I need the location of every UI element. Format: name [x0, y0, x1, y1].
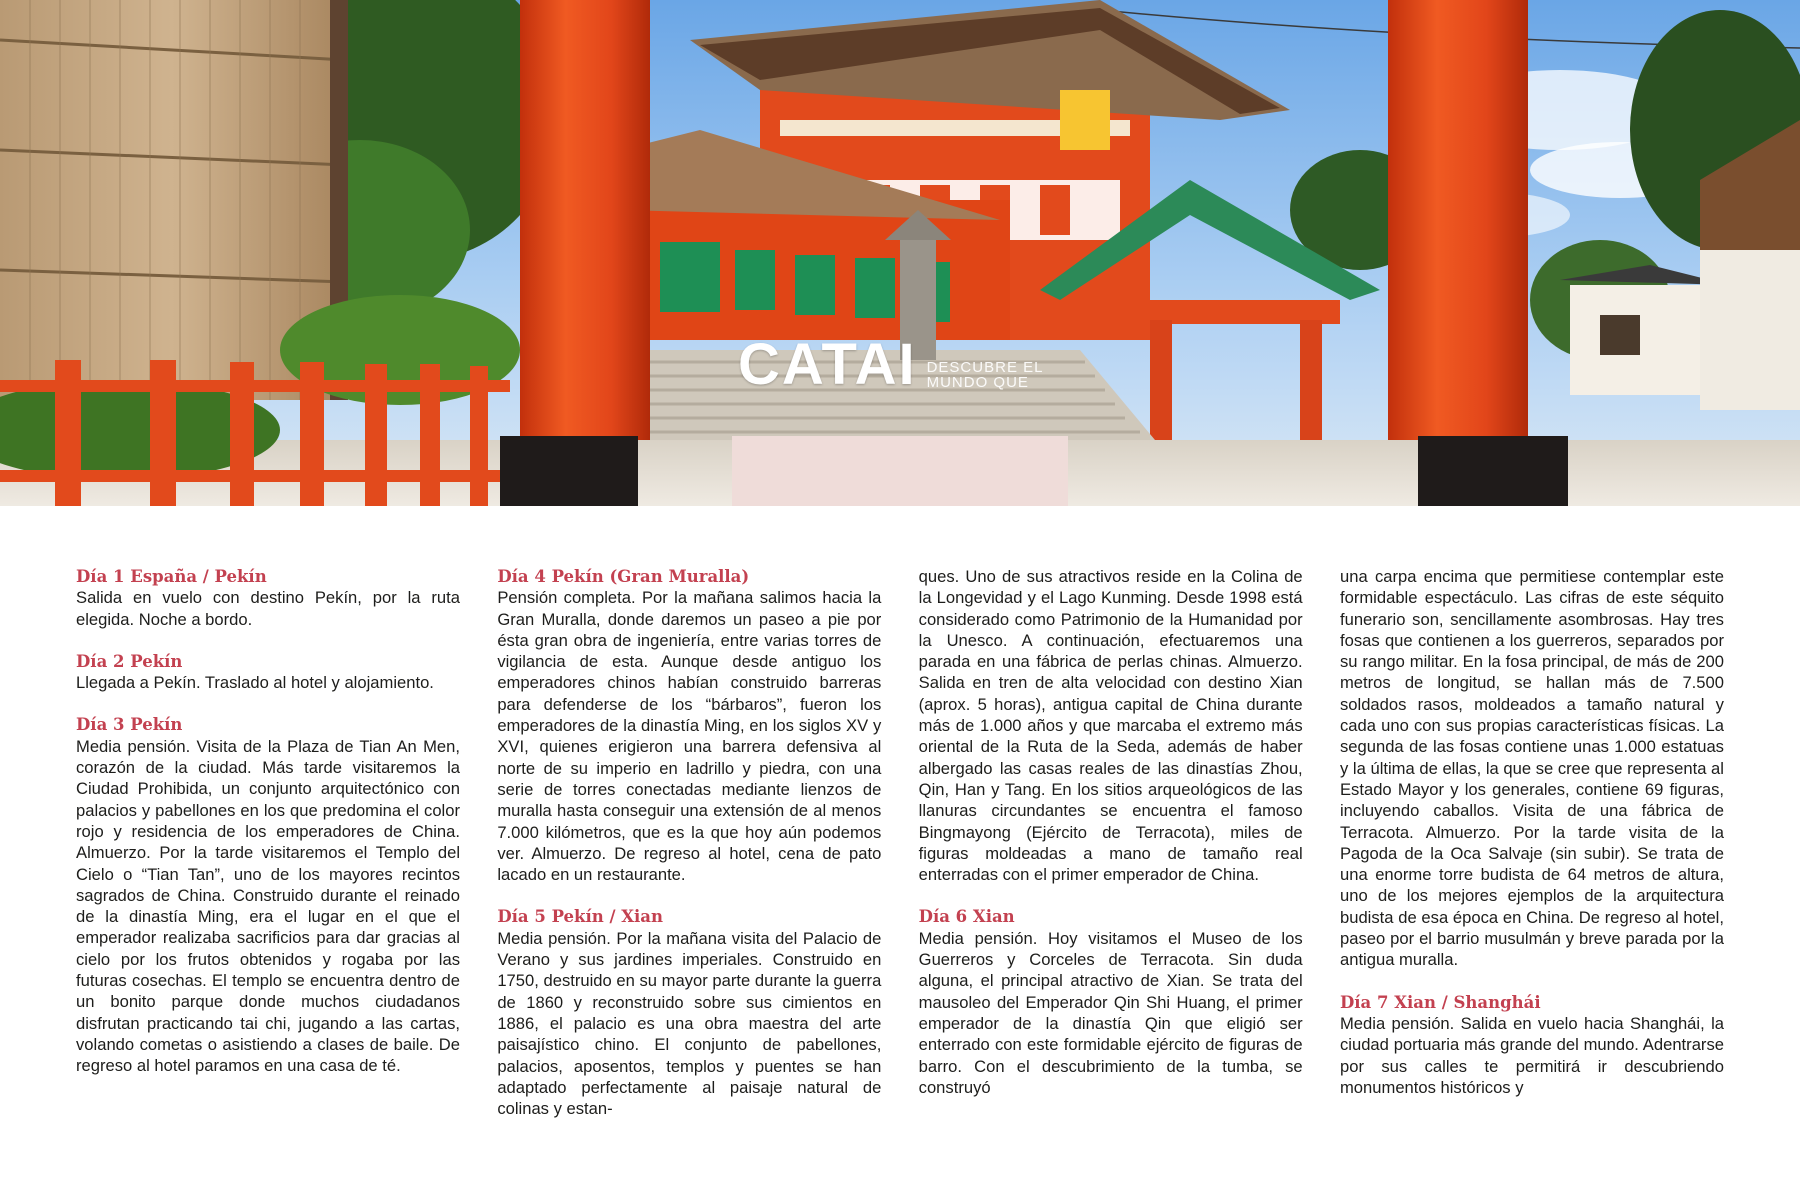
day-heading: Día 7 Xian / Shanghái	[1339, 992, 1541, 1012]
day-block	[76, 651, 460, 694]
day-block	[919, 906, 1303, 1098]
day-heading: Día 2 Pekín	[76, 651, 183, 671]
column-3	[919, 566, 1303, 1119]
day-text: Media pensión. Salida en vuelo hacia Shanghái, la ciudad portuaria más grande del mundo. Adentrarse por sus calles te permitirá ir descubriendo monumentos históricos y	[1339, 1013, 1724, 1097]
day-heading: Día 6 Xian	[918, 907, 1015, 927]
logo-tagline: DESCUBRE EL MUNDO QUE	[926, 359, 1044, 391]
day-text: Salida en vuelo con destino Pekín, por la ruta elegida. Noche a bordo.	[76, 588, 460, 629]
day-text: Pensión completa. Por la mañana salimos hacia la Gran Muralla, donde daremos un paseo a pie por ésta gran obra de ingeniería, entre varias torres de vigilancia de esta. Aunque desde antiguo los emperadores chinos habían construido barreras para defenderse de los “bárbaros”, fueron los emperadores de la dinastía Ming, en los siglos XV y XVI, quienes erigieron una barrera defensiva al norte de su imperio en ladrillo y piedra, con una serie de torres conectadas mediante lienzos de muralla hasta conseguir una extensión de al menos 7.000 kilómetros, que es la que hoy aún podemos ver. Almuerzo. De regreso al hotel, cena de pato lacado en un restaurante.	[497, 588, 882, 885]
day-block-continued	[1340, 566, 1724, 971]
day-heading: Día 5 Pekín / Xian	[497, 907, 663, 927]
day-text: Media pensión. Visita de la Plaza de Tian An Men, corazón de la ciudad. Más tarde visitaremos la Ciudad Prohibida, un conjunto arquitectónico con palacios y pabellones en los que predomina el color rojo y residencia de los emperadores de China. Almuerzo. Por la tarde visitaremos el Templo del Cielo o “Tian Tan”, uno de los mayores recintos sagrados de China. Construido durante el reinado de la dinastía Ming, era el lugar en el que el emperador realizaba sacrificios para dar gracias al cielo por los frutos obtenidos y rogaba por las futuras cosechas. El templo se encuentra dentro de un bonito parque donde muchos ciudadanos disfrutan practicando tai chi, jugando a las cartas, volando cometas o asistiendo a clases de baile. De regreso al hotel paramos en una casa de té.	[76, 736, 460, 1076]
day-heading: Día 3 Pekín	[76, 715, 183, 735]
day-text: una carpa encima que permitiese contemplar este formidable espectáculo. Las cifras de este séquito funerario son, sencillamente asombrosas. Hay tres fosas que contienen a los guerreros, separados por su rango militar. En la fosa principal, de más de 200 metros de longitud, se hallan más de 7.500 soldados rasos, moldeados a tamaño natural y cada uno con sus propias características físicas. La segunda de las fosas contiene unas 1.000 estatuas y la última de ellas, la que se cree que representa al Estado Mayor y los generales, contiene 69 figuras, incluyendo caballos. Visita de una fábrica de Terracota. Almuerzo. Por la tarde visita de la Pagoda de la Oca Salvaje (sin subir). Se trata de una enorme torre budista de 64 metros de altura, uno de los mejores ejemplos de la arquitectura budista de esa época en China. De regreso al hotel, paseo por el barrio musulmán y breve parada por la antigua muralla.	[1339, 567, 1724, 970]
hero-image	[0, 0, 1800, 506]
day-block	[1340, 992, 1724, 1098]
day-block	[497, 906, 881, 1119]
day-block	[497, 566, 881, 885]
column-1	[76, 566, 460, 1119]
logo-wordmark: CATAI	[738, 332, 917, 397]
column-2	[497, 566, 881, 1119]
day-heading: Día 4 Pekín (Gran Muralla)	[497, 567, 750, 586]
column-4	[1340, 566, 1724, 1119]
day-text: ques. Uno de sus atractivos reside en la Colina de la Longevidad y el Lago Kunming. Desde 1998 está considerado como Patrimonio de la Humanidad por la Unesco. A continuación, efectuaremos una parada en una fábrica de perlas chinas. Almuerzo. Salida en tren de alta velocidad con destino Xian (aprox. 5 horas), antigua capital de China durante más de 1.000 años y que marcaba el extremo más oriental de la Ruta de la Seda, además de haber albergado las casas reales de las dinastías Zhou, Qin, Han y Tang. En los sitios arqueológicos de las llanuras circundantes se encuentra el famoso Bingmayong (Ejército de Terracota), miles de figuras moldeadas a mano de tamaño real enterradas con el primer emperador de China.	[918, 567, 1303, 885]
catai-logo	[738, 332, 1057, 397]
day-text: Llegada a Pekín. Traslado al hotel y alojamiento.	[76, 673, 434, 693]
itinerary-columns	[76, 566, 1724, 1119]
day-block	[76, 714, 460, 1076]
day-block	[76, 566, 460, 630]
day-heading: Día 1 España / Pekín	[76, 567, 267, 586]
day-text: Media pensión. Por la mañana visita del Palacio de Verano y sus jardines imperiales. Construido en 1750, destruido en su mayor parte durante la guerra de 1860 y reconstruido sobre sus cimientos en 1886, el palacio es una obra maestra del arte paisajístico chino. El conjunto de pabellones, palacios, aposentos, templos y puentes se han adaptado perfectamente al paisaje natural de colinas y estan-	[497, 928, 882, 1119]
day-text: Media pensión. Hoy visitamos el Museo de los Guerreros y Corceles de Terracota. Sin duda alguna, el principal atractivo de Xian. Se trata del mausoleo del Emperador Qin Shi Huang, el primer emperador de la dinastía Qin que eligió ser enterrado con este formidable ejército de figuras de barro. Con el descubrimiento de la tumba, se construyó	[918, 928, 1303, 1097]
day-block-continued	[919, 566, 1303, 885]
